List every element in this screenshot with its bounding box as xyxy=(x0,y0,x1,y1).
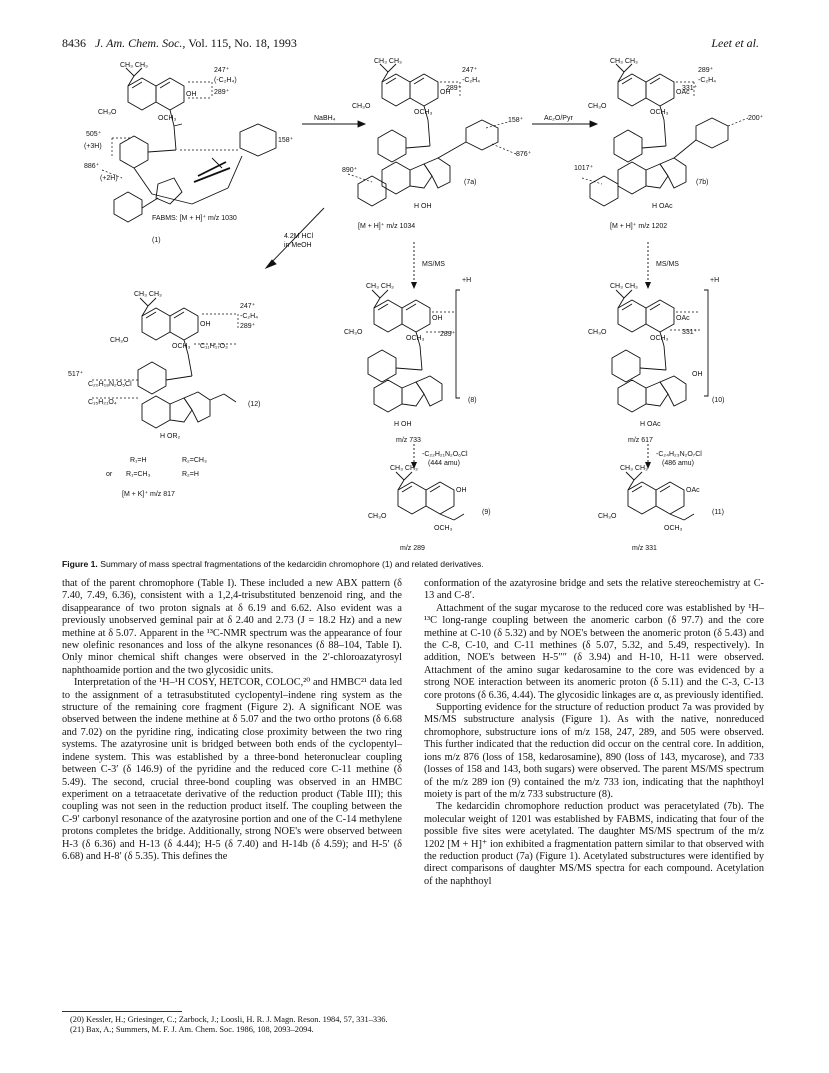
label-c9-ch3: CH₃ CH₃ xyxy=(390,465,418,472)
label-c9-mz289: m/z 289 xyxy=(400,545,425,552)
label-c7a-ch3: CH₃ CH₃ xyxy=(374,58,402,65)
label-c7a-890: 890⁺ xyxy=(342,167,358,174)
label-loss-444: (444 amu) xyxy=(428,460,460,467)
body-column-right xyxy=(424,578,764,888)
label-c11-mz331: m/z 331 xyxy=(632,545,657,552)
label-c7a-158: 158⁺ xyxy=(508,117,524,124)
label-c12-c20h18: C₂₀H₁₈N₂O₅Cl xyxy=(88,381,132,388)
right-paragraph-2: Attachment of the sugar mycarose to the reduced core was established by ¹H–¹³C long-range coupling between the anomeric carbon (δ 97.7) and the core methine at C-10 (δ 5.32) and by NOE's between the anomeric proton (δ 5.43) and the C-8, C-10, and C-11 methines (δ 5.07, 5.32, and 5.49, respectively). In addition, NOE's between H-5″″ (δ 3.94) and H-10, H-11 were observed. Attachment of the amino sugar kedarosamine to the core was evidenced by a strong NOE interaction between its anomeric proton (δ 5.11) and the C-3, C-13 core protons (δ 6.36, 4.44). The glycosidic linkages are α, as previously identified. xyxy=(424,602,764,701)
label-c10-plush: +H xyxy=(710,277,720,284)
label-c7b-och3: OCH₃ xyxy=(650,109,669,116)
label-c12-r1h: R₁=H xyxy=(130,457,147,464)
right-paragraph-3: Supporting evidence for the structure of reduction product 7a was provided by MS/MS substructure analysis (Figure 1). As with the native, nonreduced chromophore, substructure ions of m/z 158, 247, 289, and 505 were observed. This further indicated that the reduction did occur on the central core. In addition, ions m/z 876 (loss of 158, kedarosamine), 890 (loss of 143, mycarose), and 733 (losses of 158 and 143, both sugars) were observed. The parent MS/MS spectrum of the m/z 289 ion (9) contained the m/z 733 ion, indicating that the naphthoyl moiety is part of the m/z 733 substructure (8). xyxy=(424,702,764,800)
caption-label: Figure 1. xyxy=(62,559,98,569)
label-c7a-ch3o: CH₃O xyxy=(352,103,371,110)
label-reagent-hcl-2: in MeOH xyxy=(284,242,312,249)
label-msms-a: MS/MS xyxy=(422,261,445,268)
reference-21: (21) Bax, A.; Summers, M. F. J. Am. Chem. Soc. 1986, 108, 2093–2094. xyxy=(70,1025,314,1034)
label-compound-7a: (7a) xyxy=(464,179,477,186)
structure-compound-9 xyxy=(396,472,464,520)
right-paragraph-1: conformation of the azatyrosine bridge and sets the relative stereochemistry at C-13 and C-8′. xyxy=(424,578,764,602)
label-c7a-hoh: H OH xyxy=(414,203,432,210)
structure-compound-12 xyxy=(138,298,236,428)
label-c7b-ch3: CH₃ CH₃ xyxy=(610,58,638,65)
caption-text: Summary of mass spectral fragmentations of the kedarcidin chromophore (1) and related derivatives. xyxy=(100,559,484,569)
label-c12-oh: OH xyxy=(200,321,211,328)
label-c11-och3: OCH₃ xyxy=(664,525,683,532)
label-c8-ch3: CH₃ CH₃ xyxy=(366,283,394,290)
label-c1-ch3: CH₃ CH₃ xyxy=(120,62,148,69)
page-number: 8436 xyxy=(62,36,86,50)
label-c8-och3: OCH₃ xyxy=(406,335,425,342)
label-c12-c15h21o4: C₁₅H₂₁O₄ xyxy=(88,399,117,406)
label-c12-ch3o: CH₃O xyxy=(110,337,129,344)
label-c11-oac: OAc xyxy=(686,487,700,494)
structure-compound-8 xyxy=(368,290,460,412)
label-c12-517: 517⁺ xyxy=(68,371,84,378)
label-c10-oh: OH xyxy=(692,371,703,378)
label-c1-886: 886⁺ xyxy=(84,163,100,170)
label-reagent-ac2o: Ac₂O/Pyr xyxy=(544,115,573,122)
label-compound-11: (11) xyxy=(712,509,724,516)
references xyxy=(62,1015,402,1035)
label-c7b-200: 200⁺ xyxy=(748,115,764,122)
left-paragraph-2: Interpretation of the ¹H–¹H COSY, HETCOR, COLOC,²⁰ and HMBC²¹ data led to the assignment of a tetrasubstituted cyclopentyl–indene ring system as the structure of the remaining core fragment (Figure 2). A significant NOE was observed between the indene methine at δ 5.07 and the two ortho protons (δ 6.68 and 7.02) on the pyridine ring, indicating close proximity between the two ring systems. The azatyrosine unit is bridged between both ends of the cyclopentyl–indene system. This was established by a three-bond heteronuclear coupling between C-3′ (δ 146.9) of the pyridine and the reduced core C-11 methine (δ 5.49). The second, crucial three-bond coupling was observed in an HMBC experiment on a tetraacetate derivative of the reduction product (Table III); this coupling was not seen in the reduction product itself. The coupling between the C-9′ carbonyl resonance of the azatyrosine portion and one of the C-14 methylene protons completes the bridge. Additionally, strong NOE's were observed between H-3 (δ 6.36) and H-13 (δ 4.44); H-5 (δ 7.40) and H-14b (δ 4.59); and H-5′ (δ 6.68) and H-8′ (δ 5.35). This defines the xyxy=(62,677,402,862)
label-c1-289: 289⁺ xyxy=(214,89,230,96)
label-c8-oh: OH xyxy=(432,315,443,322)
label-c12-och3: OCH₃ xyxy=(172,343,191,350)
label-c1-plus3h: (+3H) xyxy=(84,143,102,150)
label-c7a-247: 247⁺ xyxy=(462,67,478,74)
label-c7a-oh: OH xyxy=(440,89,451,96)
label-c12-r2ch3: R₂=CH₃ xyxy=(182,457,207,464)
label-c1-och3: OCH₃ xyxy=(158,115,177,122)
label-c12-mk: [M + K]⁺ m/z 817 xyxy=(122,491,175,498)
label-c8-289: 289⁺ xyxy=(440,331,456,338)
volume-info: Vol. 115, No. 18, 1993 xyxy=(188,36,297,50)
label-c10-ch3o: CH₃O xyxy=(588,329,607,336)
label-c7b-mh: [M + H]⁺ m/z 1202 xyxy=(610,223,668,230)
label-c12-247: 247⁺ xyxy=(240,303,256,310)
label-c12-c11h17o3: C₁₁H₁₇O₃ xyxy=(200,343,228,350)
label-c12-289: 289⁺ xyxy=(240,323,256,330)
label-c9-oh: OH xyxy=(456,487,467,494)
figure-1-schemes xyxy=(62,58,764,556)
label-c12-or: or xyxy=(106,471,113,478)
label-c12-r1ch3: R₁=CH₃ xyxy=(126,471,151,478)
label-c1-oh: OH xyxy=(186,91,197,98)
label-c7a-876: 876⁺ xyxy=(516,151,532,158)
label-compound-9: (9) xyxy=(482,509,491,516)
structure-compound-7a xyxy=(358,64,498,206)
label-c7b-331: 331⁺ xyxy=(682,85,698,92)
label-c7b-oac: OAc xyxy=(676,89,690,96)
label-c7b-1017: 1017⁺ xyxy=(574,165,594,172)
label-c10-och3: OCH₃ xyxy=(650,335,669,342)
label-c1-plus2h: (+2H) xyxy=(100,175,118,182)
figure-1 xyxy=(62,58,764,556)
structure-compound-11 xyxy=(626,472,694,520)
label-c11-ch3: CH₃ CH₃ xyxy=(620,465,648,472)
label-c12-r2h: R₂=H xyxy=(182,471,199,478)
label-c12-ch3: CH₃ CH₃ xyxy=(134,291,162,298)
label-c9-ch3o: CH₃O xyxy=(368,513,387,520)
label-compound-7b: (7b) xyxy=(696,179,709,186)
label-c10-oac: OAc xyxy=(676,315,690,322)
label-c1-158: 158⁺ xyxy=(278,137,294,144)
label-c1-ch3o: CH₃O xyxy=(98,109,117,116)
label-c8-plush: +H xyxy=(462,277,472,284)
label-c7a-c2h4: -C₂H₄ xyxy=(462,77,481,84)
label-c1-fabms: FABMS: [M + H]⁺ m/z 1030 xyxy=(152,215,237,222)
label-c9-och3: OCH₃ xyxy=(434,525,453,532)
label-c12-c2h4: -C₂H₄ xyxy=(240,313,259,320)
label-loss-444-formula: -C₂₂H₂₁N₂O₆Cl xyxy=(422,451,468,458)
page-header xyxy=(62,36,759,54)
label-c1-505: 505⁺ xyxy=(86,131,102,138)
label-c8-hoh: H OH xyxy=(394,421,412,428)
label-compound-1: (1) xyxy=(152,237,161,244)
label-c11-ch3o: CH₃O xyxy=(598,513,617,520)
label-msms-b: MS/MS xyxy=(656,261,679,268)
label-c1-247: 247⁺ xyxy=(214,67,230,74)
label-c10-ch3: CH₃ CH₃ xyxy=(610,283,638,290)
right-paragraph-4: The kedarcidin chromophore reduction product was peracetylated (7b). The molecular weight of 1201 was established by FABMS, indicating that four of the possible five sites were acetylated. The daughter MS/MS spectrum of the m/z 1202 [M + H]⁺ ion exhibited a fragmentation pattern similar to that observed with the reduction product (7a) (Figure 1). Acetylated substructures were identified by direct comparisons of daughter MS/MS spectra for each compound. Acetylation of the naphthoyl xyxy=(424,801,764,887)
body-column-left xyxy=(62,578,402,863)
label-c10-mz617: m/z 617 xyxy=(628,437,653,444)
label-c7a-och3: OCH₃ xyxy=(414,109,433,116)
label-reagent-nabh4: NaBH₄ xyxy=(314,115,336,122)
label-compound-12: (12) xyxy=(248,401,261,408)
label-c1-c2h4: (-C₂H₄) xyxy=(214,77,237,84)
label-c7b-289: 289⁺ xyxy=(698,67,714,74)
journal-name: J. Am. Chem. Soc., xyxy=(95,36,186,50)
figure-caption xyxy=(62,559,764,569)
label-c7b-hoac: H OAc xyxy=(652,203,673,210)
footnote-rule xyxy=(62,1011,182,1012)
label-loss-486-formula: -C₂₄H₂₃N₂O₇Cl xyxy=(656,451,702,458)
label-loss-486: (486 amu) xyxy=(662,460,694,467)
label-c10-hoac: H OAc xyxy=(640,421,661,428)
label-c8-ch3o: CH₃O xyxy=(344,329,363,336)
label-c7a-289: 289⁺ xyxy=(446,85,462,92)
label-compound-8: (8) xyxy=(468,397,477,404)
label-c8-mz733: m/z 733 xyxy=(396,437,421,444)
label-c7b-ch3o: CH₃O xyxy=(588,103,607,110)
header-authors: Leet et al. xyxy=(711,36,759,50)
left-paragraph-1: that of the parent chromophore (Table I). These included a new ABX pattern (δ 7.40, 7.49, 6.36), consistent with a 1,2,4-trisubstituted benzenoid ring, and the disappearance of two proton signals at δ 6.19 and 6.62. Also evident was a previously unobserved geminal pair at δ 2.40 and 2.73 (J = 18.2 Hz) and a new methine at δ 5.07. Apparent in the ¹³C-NMR spectrum was the appearance of four new olefinic resonances and loss of the alkyne resonances (δ 88–104, Table I). Only minor chemical shift changes were observed in the 2′-chloroazatyrosyl naphthoamide portion and the two glycosidic units. xyxy=(62,578,402,676)
reference-20: (20) Kessler, H.; Griesinger, C.; Zarbock, J.; Loosli, H. R. J. Magn. Reson. 1984, 57, 331–336. xyxy=(70,1015,388,1024)
label-reagent-hcl-1: 4.2M HCl xyxy=(284,233,314,240)
label-c7b-c2h4: -C₂H₄ xyxy=(698,77,717,84)
label-c10-331: 331⁺ xyxy=(682,329,698,336)
label-compound-10: (10) xyxy=(712,397,725,404)
label-c7a-mh: [M + H]⁺ m/z 1034 xyxy=(358,223,416,230)
header-left xyxy=(62,36,297,51)
label-c12-hor2: H OR₂ xyxy=(160,433,181,440)
structure-compound-10 xyxy=(612,290,708,412)
